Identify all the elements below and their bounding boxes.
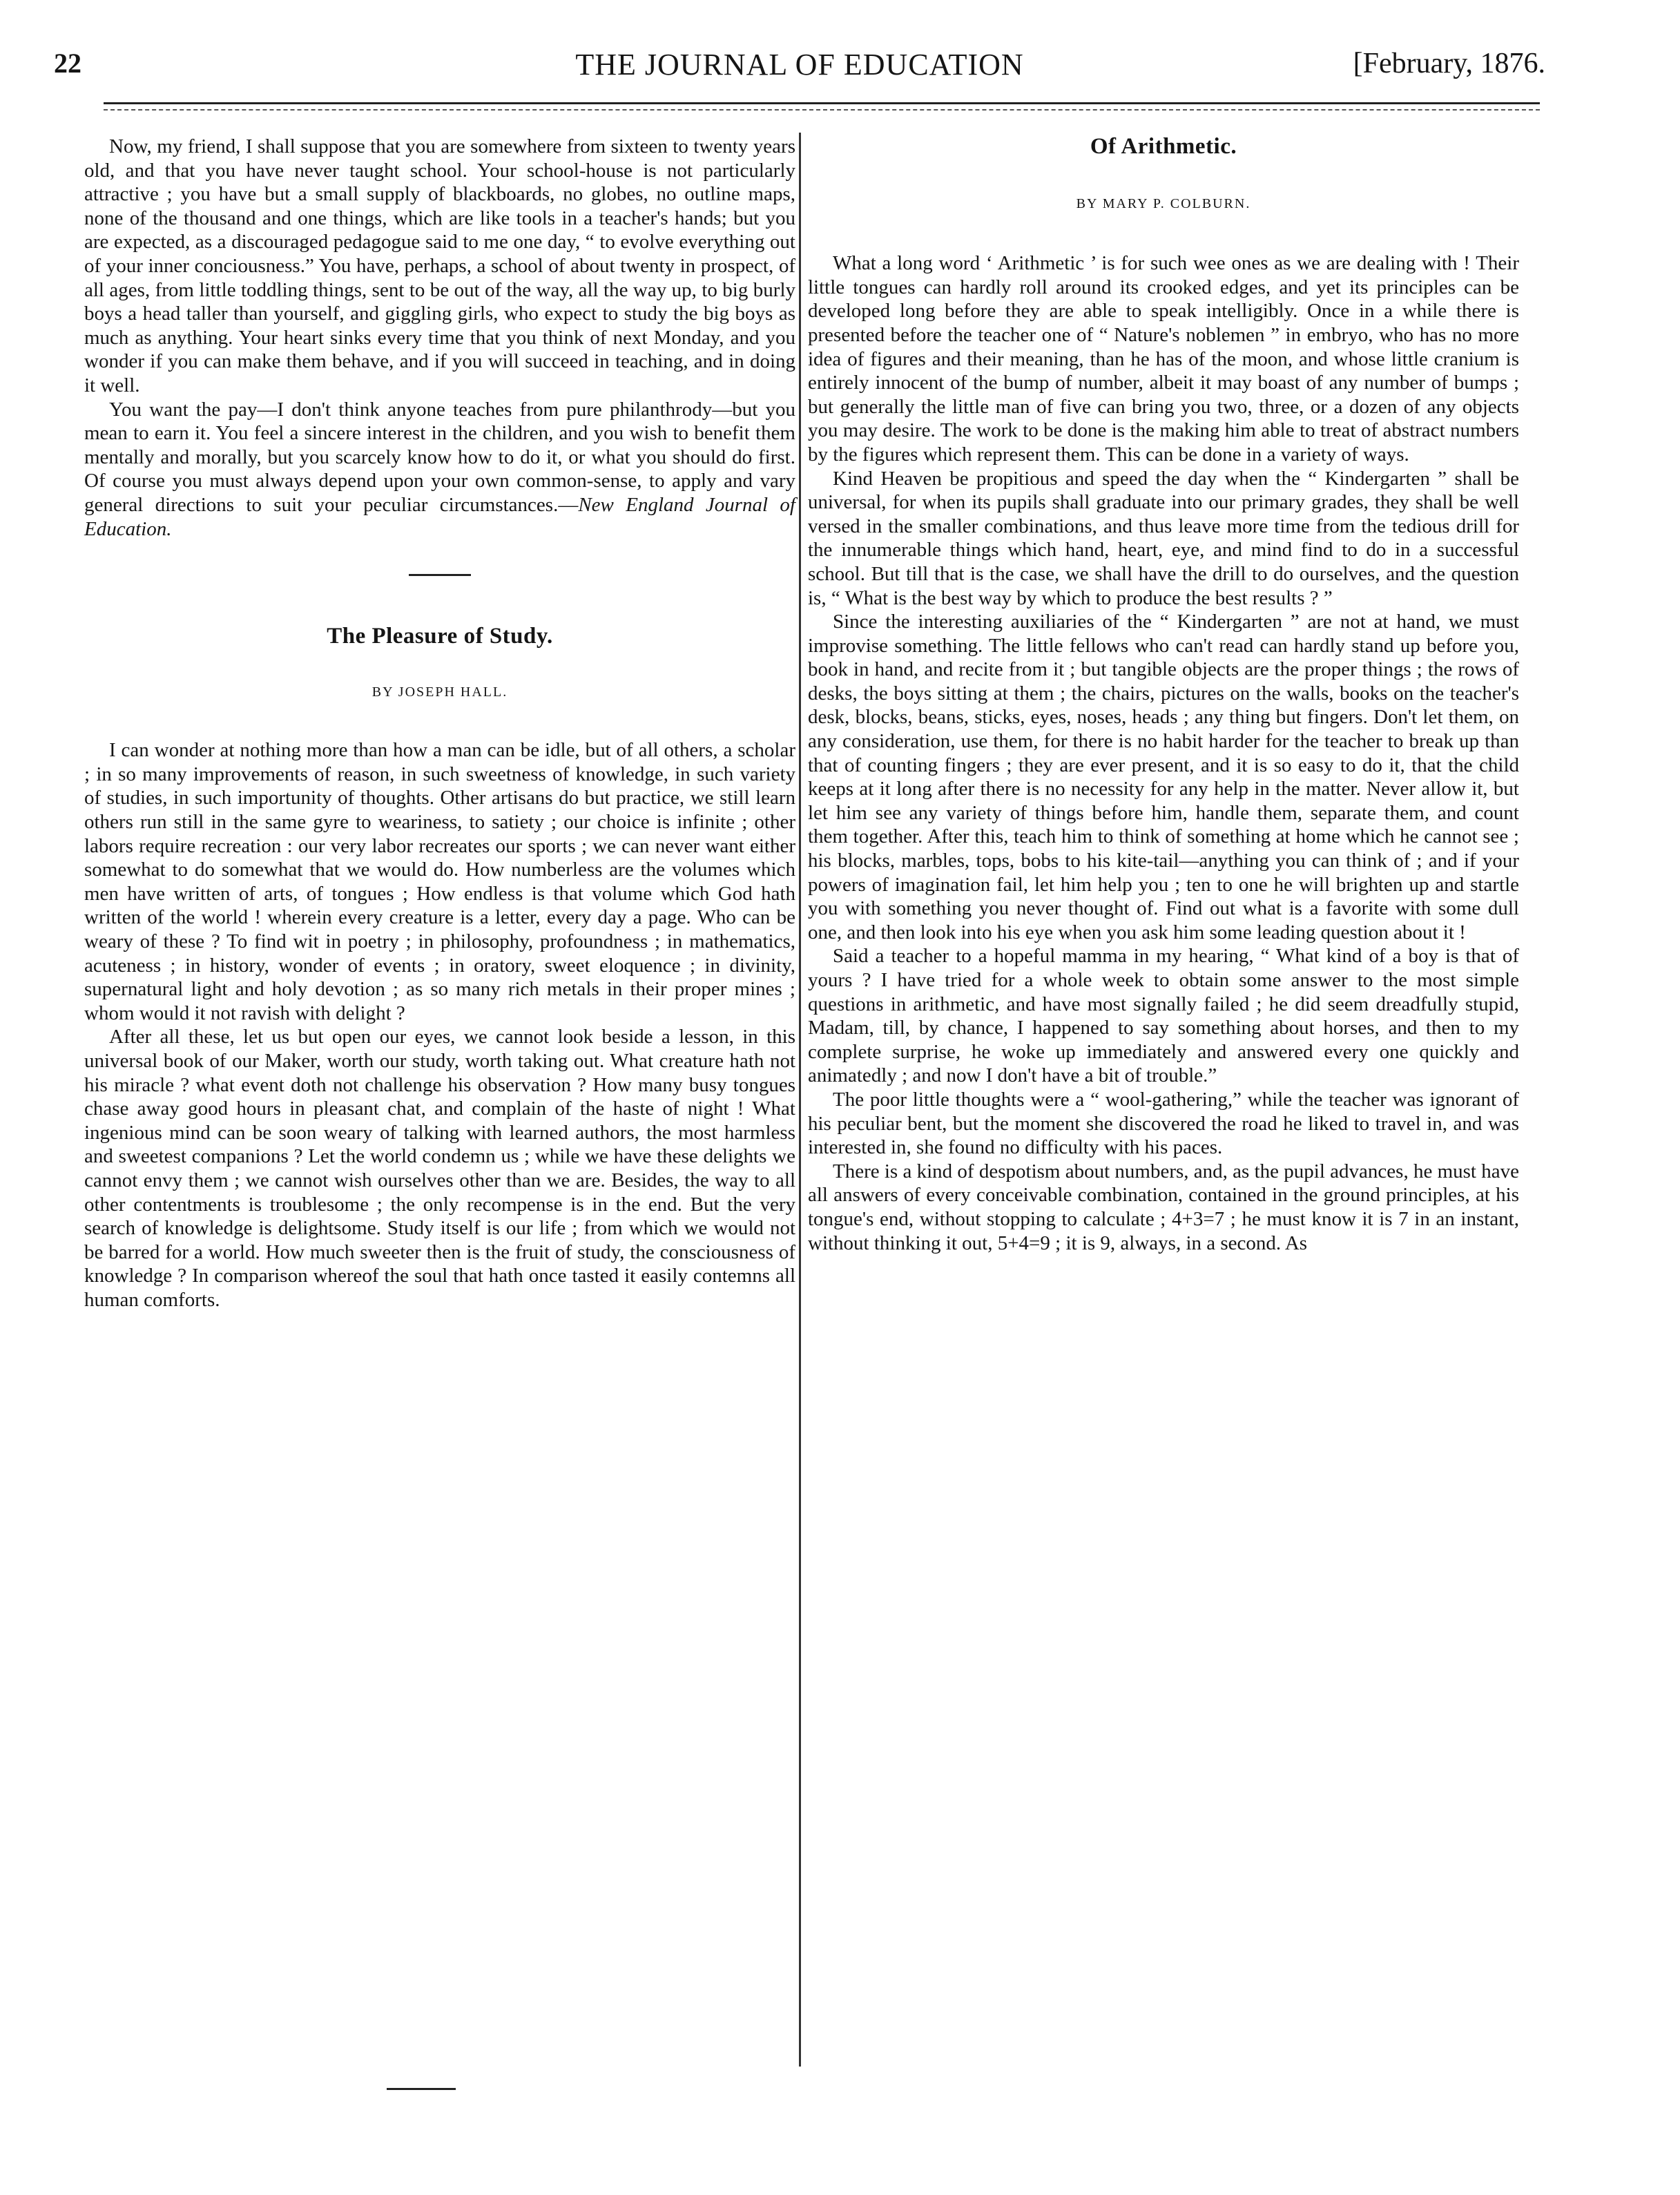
article-byline-joseph-hall: BY JOSEPH HALL.	[371, 684, 508, 700]
intro-paragraph-text: You want the pay—I don't think anyone teaches from pure philanthrody—but you mean to earn it. You feel a sincere interest in the children, and you wish to benefit them mentally and morally, but you scarcely know how to do it, or what you should do first. Of course you must always depend upon your own common-sense, to apply and vary general directions to suit your peculiar circumstances.—	[84, 398, 795, 516]
intro-paragraph	[84, 398, 795, 541]
article-paragraph: After all these, let us but open our eyes, we cannot look beside a lesson, in this universal book of our Maker, worth our study, worth taking out. What creature hath not his miracle ? what event doth not challenge his observation ? How many busy tongues chase away good hours in pleasant chat, and complain of the haste of night ! What ingenious mind can be soon weary of talking with learned authors, the most harmless and sweetest companions ? Let the world condemn us ; while we have these delights we cannot envy them ; we cannot wish ourselves other than we are. Besides, the way to all other contentments is troublesome ; the only recompense is in the end. But the very search of knowledge is delightsome. Study itself is our life ; from which we would not be barred for a world. How much sweeter then is the fruit of study, the consciousness of knowledge ? In comparison whereof the soul that hath once tasted it easily contemns all human comforts.	[84, 1026, 795, 1311]
intro-paragraph: Now, my friend, I shall suppose that you are somewhere from sixteen to twenty years old, and that you have never taught school. Your school-house is not particularly attractive ; you have but a small supply of blackboards, no globes, no outline maps, none of the thousand and one things, which are like tools in a teacher's hands; but you are expected, as a discouraged pedagogue said to me one day, “ to evolve everything out of your inner conciousness.” You have, perhaps, a school of about twenty in prospect, of all ages, from little toddling things, sent to be out of the way, all the way up, to big burly boys a head taller than yourself, and giggling girls, who expect to study the big boys as much as anything. Your heart sinks every time that you think of next Monday, and you wonder if you can make them behave, and if you will succeed in teaching, and in doing it well.	[84, 135, 795, 396]
article-paragraph: The poor little thoughts were a “ wool-gathering,” while the teacher was ignorant of his peculiar bent, but the moment she discovered the road he liked to travel in, and was interested in, she found no difficulty with his paces.	[808, 1088, 1519, 1159]
left-column	[84, 135, 795, 1312]
right-column	[808, 135, 1519, 1255]
article-paragraph: There is a kind of despotism about numbers, and, as the pupil advances, he must have all answers of every conceivable combination, contained in the ground principles, at his tongue's end, without stopping to calculate ; 4+3=7 ; he must know it is 7 in an instant, without thinking it out, 5+4=9 ; it is 9, always, in a second. As	[808, 1160, 1519, 1254]
article-paragraph: I can wonder at nothing more than how a man can be idle, but of all others, a scholar ; in so many improvements of reason, in such sweetness of knowledge, in such variety of studies, in such importunity of thoughts. Other artisans do but practice, we still learn others run still in the same gyre to weariness, to satiety ; our choice is infinite ; other labors require recreation : our very labor recreates our sports ; we can never want either somewhat to do somewhat that we would do. How numberless are the volumes which men have written of arts, of tongues ; How endless is that volume which God hath written of the world ! wherein every creature is a letter, every day a page. Who can be weary of these ? To find wit in poetry ; in philosophy, profoundness ; in mathematics, acuteness ; in history, wonder of events ; in oratory, sweet eloquence ; in divinity, supernatural light and holy devotion ; as so many rich metals in their proper mines ; whom would it not ravish with delight ?	[84, 739, 795, 1024]
article-paragraph: Kind Heaven be propitious and speed the day when the “ Kindergarten ” shall be universal, for when its pupils shall graduate into our primary grades, they shall be well versed in the smaller combinations, and thus leave more time from the tedious drill for the innumerable things which hand, heart, eye, and mind find to do in a successful school. But till that is the case, we shall have the drill to do ourselves, and the question is, “ What is the best way by which to produce the best results ? ”	[808, 467, 1519, 609]
article-paragraph: What a long word ‘ Arithmetic ’ is for such wee ones as we are dealing with ! Their little tongues can hardly roll around its crooked edges, and yet its principles can be developed long before they are able to speak intelligibly. Once in a while there is presented before the teacher one of “ Nature's noblemen ” in embryo, who has no more idea of figures and their meaning, than he has of the moon, and whose little cranium is entirely innocent of the bump of number, albeit it may boast of any number of bumps ; but generally the little man of five can bring you two, three, or a dozen of any objects you may desire. The work to be done is the making him able to treat of abstract numbers by the figures which represent them. This can be done in a variety of ways.	[808, 252, 1519, 466]
column-divider	[799, 133, 801, 2067]
article-paragraph: Since the interesting auxiliaries of the “ Kindergarten ” are not at hand, we must improvise something. The little fellows who can't read can hardly stand up before you, book in hand, and recite from it ; but tangible objects are the proper things ; the rows of desks, the boys sitting at them ; the chairs, pictures on the walls, books on the teacher's desk, blocks, beans, sticks, eyes, noses, heads ; any thing but fingers. Don't let them, on any consideration, use them, for there is no habit harder for the teacher to break up than that of counting fingers ; they are ever present, and it is so easy to do it, that the child keeps at it long after there is no necessity for any help in the matter. Never allow it, but let him see any variety of things before him, handle them, separate them, and count them together. After this, teach him to think of something at home which he cannot see ; his blocks, marbles, tops, bobs to his kite-tail—anything you can think of ; and if your powers of imagination fail, let him help you ; ten to one he will brighten up and startle you with something you never thought of. Find out what is a favorite with some dull one, and then look into his eye when you ask him some leading question about it !	[808, 611, 1519, 943]
article-title-pleasure-of-study: The Pleasure of Study.	[327, 624, 553, 649]
journal-title: THE JOURNAL OF EDUCATION	[575, 48, 1024, 82]
page-header	[54, 47, 1545, 88]
article-paragraph: Said a teacher to a hopeful mamma in my hearing, “ What kind of a boy is that of yours ? I have tried for a whole week to obtain some answer to the most simple questions in arithmetic, and have most signally failed ; he did seem dreadfully stupid, Madam, till, by chance, I happened to say something about horses, and then to my complete surprise, he woke up immediately and answered every one quickly and animatedly ; and now I don't have a bit of trouble.”	[808, 945, 1519, 1087]
intro-source: New England Journal of Education.	[84, 493, 795, 540]
page-number: 22	[54, 48, 81, 79]
bottom-separator	[387, 2088, 456, 2090]
issue-date: [February, 1876.	[1353, 48, 1545, 79]
article-byline-mary-colburn: BY MARY P. COLBURN.	[1076, 195, 1251, 211]
article-title-of-arithmetic: Of Arithmetic.	[1090, 134, 1237, 159]
header-rule	[104, 102, 1540, 104]
header-rule-dashed	[104, 109, 1540, 111]
